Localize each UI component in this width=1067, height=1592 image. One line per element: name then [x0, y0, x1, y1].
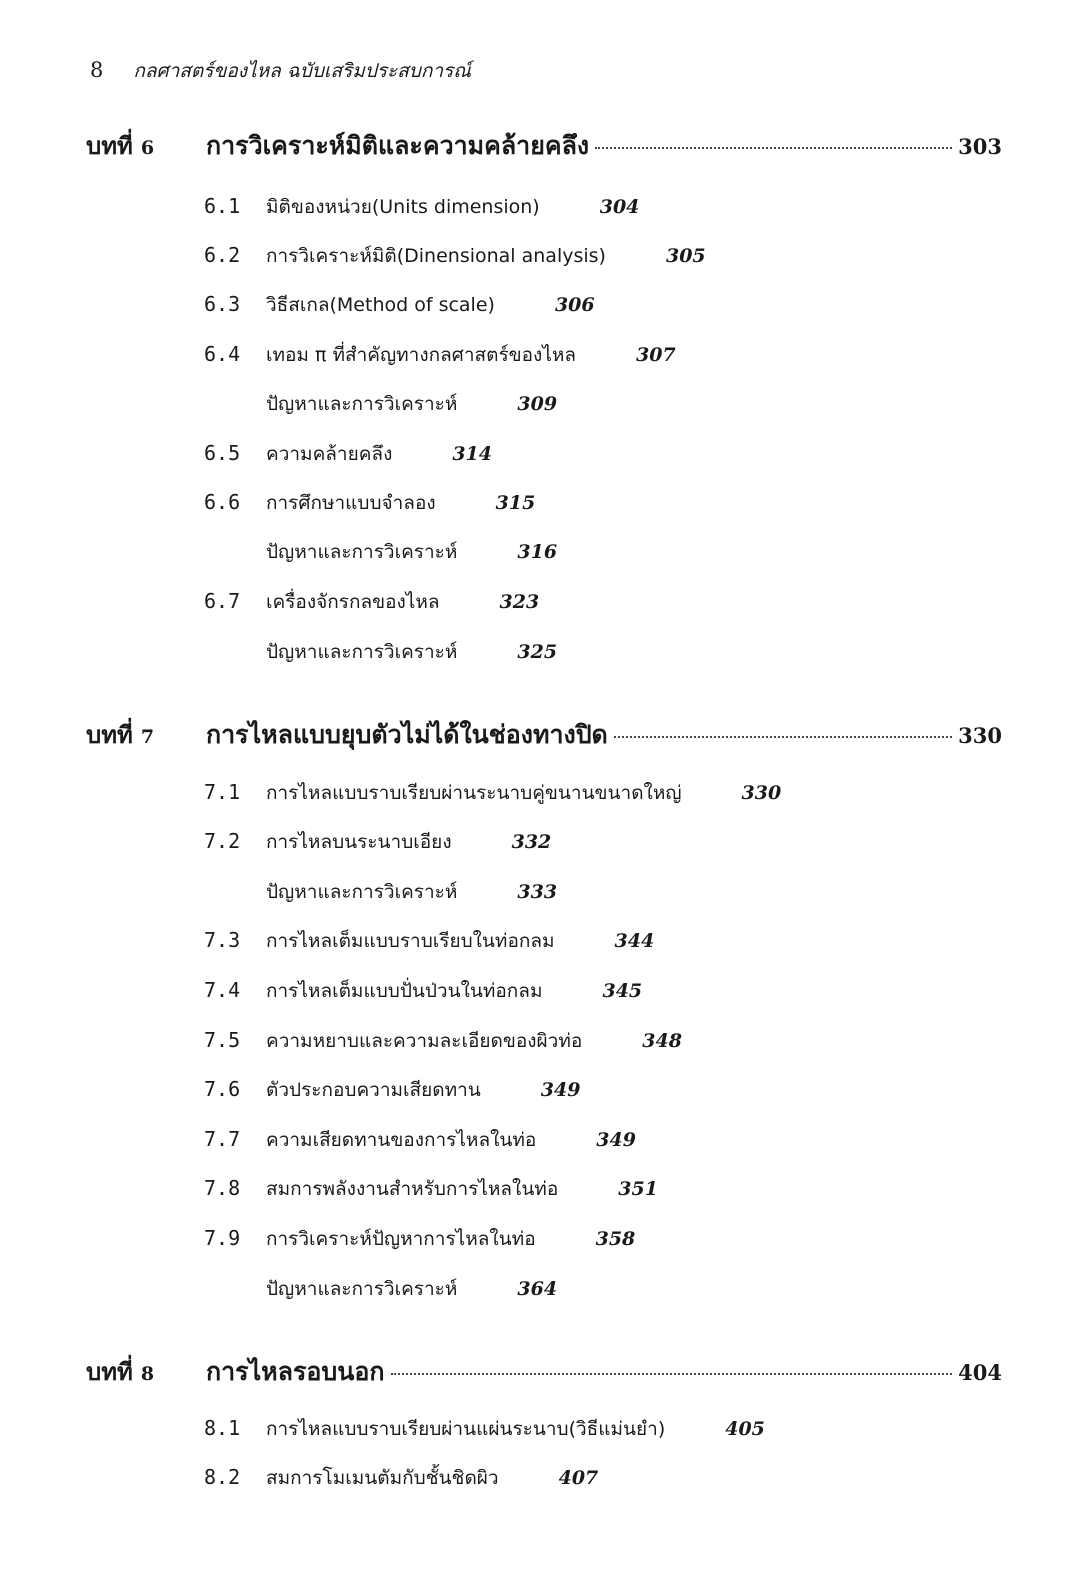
dot-leader [595, 147, 952, 149]
toc-entry: 8.2 สมการโมเมนตัมกับชั้นชิดผิว 407 [204, 1465, 599, 1489]
chapter-title: การไหลรอบนอก [206, 1357, 385, 1386]
chapter-label: บทที่ 6 [86, 131, 155, 160]
toc-entry-problems: ปัญหาและการวิเคราะห์ 333 [266, 881, 558, 903]
dot-leader [614, 736, 952, 738]
toc-entry: 6.5 ความคล้ายคลึง 314 [204, 441, 493, 465]
chapter-title: การวิเคราะห์มิติและความคล้ายคลึง [206, 131, 590, 160]
chapter-heading-7 [86, 715, 1002, 755]
toc-entry: 6.1 มิติของหน่วย(Units dimension) 304 [204, 194, 640, 218]
chapter-title: การไหลแบบยุบตัวไม่ได้ในช่องทางปิด [206, 720, 608, 749]
toc-entry: 6.3 วิธีสเกล(Method of scale) 306 [204, 292, 595, 316]
toc-entry: 7.8 สมการพลังงานสำหรับการไหลในท่อ 351 [204, 1176, 658, 1200]
toc-entry: 7.4 การไหลเต็มแบบปั่นป่วนในท่อกลม 345 [204, 978, 643, 1002]
chapter-heading-8 [86, 1352, 1002, 1392]
toc-entry: 7.2 การไหลบนระนาบเอียง 332 [204, 829, 552, 853]
toc-entry: 7.7 ความเสียดทานของการไหลในท่อ 349 [204, 1127, 636, 1151]
toc-entry: 7.6 ตัวประกอบความเสียดทาน 349 [204, 1077, 581, 1101]
toc-entry: 6.6 การศึกษาแบบจำลอง 315 [204, 490, 536, 514]
toc-entry: 7.5 ความหยาบและความละเอียดของผิวท่อ 348 [204, 1028, 682, 1052]
running-title: กลศาสตร์ของไหล ฉบับเสริมประสบการณ์ [133, 60, 471, 82]
chapter-heading-6 [86, 126, 1002, 166]
toc-entry: 6.7 เครื่องจักรกลของไหล 323 [204, 589, 540, 613]
toc-entry: 8.1 การไหลแบบราบเรียบผ่านแผ่นระนาบ(วิธีแม่นยำ) 405 [204, 1416, 765, 1440]
toc-entry: 6.4 เทอม π ที่สำคัญทางกลศาสตร์ของไหล 307 [204, 342, 676, 366]
page-header [90, 56, 471, 86]
chapter-page: 404 [958, 1360, 1002, 1385]
toc-entry-problems: ปัญหาและการวิเคราะห์ 325 [266, 641, 558, 663]
dot-leader [391, 1373, 953, 1375]
toc-entry: 7.9 การวิเคราะห์ปัญหาการไหลในท่อ 358 [204, 1226, 636, 1250]
chapter-page: 330 [958, 723, 1002, 748]
page-number: 8 [90, 58, 104, 82]
chapter-page: 303 [958, 134, 1002, 159]
toc-entry: 7.1 การไหลแบบราบเรียบผ่านระนาบคู่ขนานขนาดใหญ่ 330 [204, 780, 782, 804]
toc-entry: 6.2 การวิเคราะห์มิติ(Dinensional analysis) 305 [204, 243, 706, 267]
toc-entry-problems: ปัญหาและการวิเคราะห์ 316 [266, 541, 558, 563]
toc-entry: 7.3 การไหลเต็มแบบราบเรียบในท่อกลม 344 [204, 928, 655, 952]
toc-entry-problems: ปัญหาและการวิเคราะห์ 309 [266, 393, 558, 415]
chapter-label: บทที่ 7 [86, 720, 155, 749]
toc-entry-problems: ปัญหาและการวิเคราะห์ 364 [266, 1278, 558, 1300]
chapter-label: บทที่ 8 [86, 1357, 155, 1386]
